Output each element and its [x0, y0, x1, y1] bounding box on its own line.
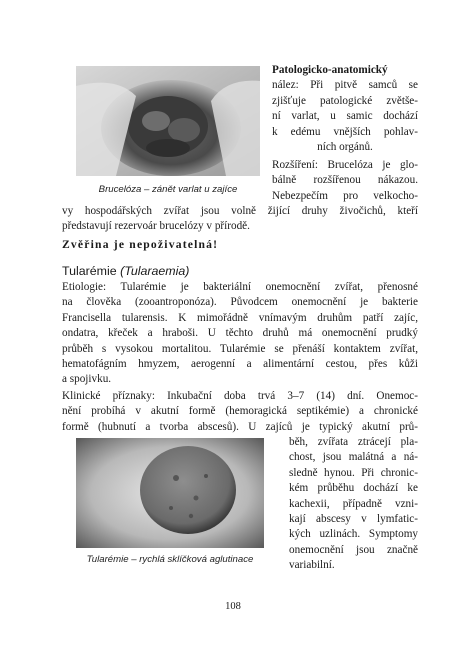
clinical-line-10: kých uzlinách. Symptomy [289, 528, 418, 541]
clinical-line-7: kém průběhu dochází ke [289, 482, 418, 495]
page-number: 108 [225, 601, 241, 612]
tularemia-heading-latin: (Tularaemia) [120, 264, 190, 278]
pathology-paragraph [272, 63, 418, 155]
clinical-line-6: sledně hynou. Při chronic- [289, 466, 418, 479]
clinical-line-5: chost, jsou malátná a ná- [289, 451, 418, 464]
etiology-line-6: hematofágním hmyzem, aerogenní a alimentární cestou, přes kůži [62, 358, 418, 371]
etiology-line-5: průběh s vysokou mortalitou. Tularémie se přenáší kontaktem zvířat, [62, 342, 418, 355]
etiology-line-2: na člověka (zooantroponóza). Původcem onemocnění je bakterie [62, 296, 418, 309]
brucellosis-photo [76, 66, 260, 176]
tularemia-heading-name: Tularémie [62, 264, 117, 278]
etiology-line-7: a spojivku. [62, 373, 112, 386]
agglutination-photo [76, 438, 264, 548]
clinical-line-8: kachexii, případně vzni- [289, 497, 418, 510]
etiology-line-1: Etiologie: Tularémie je bakteriální onemocnění zvířat, přenosné [62, 281, 418, 293]
clinical-line-12: variabilní. [289, 559, 335, 572]
distribution-paragraph-wide [62, 204, 418, 235]
distribution-line-2: bálně rozšířenou nákazou. [272, 174, 418, 187]
distribution-line-4: vy hospodářských zvířat jsou volně žijící druhy živočichů, kteří [62, 205, 418, 217]
etiology-line-3: Francisella tularensis. K mimořádně vnímavým druhům patří zajíc, [62, 311, 418, 324]
brucellosis-photo-image [76, 66, 260, 176]
clinical-paragraph-wide [62, 389, 418, 435]
brucellosis-caption: Brucelóza – zánět varlat u zajíce [98, 184, 238, 195]
etiology-paragraph [62, 280, 418, 388]
agglutination-caption: Tularémie – rychlá sklíčková aglutinace [86, 554, 254, 565]
clinical-line-4: běh, zvířata ztrácejí pla- [289, 436, 418, 448]
distribution-paragraph-narrow [272, 158, 418, 204]
inedible-warning: Zvěřina je nepoživatelná! [62, 238, 219, 251]
pathology-line-1: Patologicko-anatomický [272, 64, 388, 76]
clinical-line-9: kají abscesy v lymfatic- [289, 513, 418, 526]
clinical-line-11: onemocnění jsou značně [289, 543, 418, 556]
tularemia-heading [62, 264, 189, 278]
agglutination-photo-image [76, 438, 264, 548]
pathology-line-3: zjišťuje patologické zvětše- [272, 94, 418, 107]
clinical-line-3: formě (hubnutí a tvorba abscesů). U zajíců je typický akutní prů- [62, 420, 418, 433]
distribution-line-5: představují rezervoár brucelózy v přírodě. [62, 220, 250, 233]
pathology-line-2: nález: Při pitvě samců se [272, 79, 418, 92]
clinical-line-2: nění probíhá v akutní formě (hemoragická septikémie) a chronické [62, 405, 418, 418]
clinical-line-1: Klinické příznaky: Inkubační doba trvá 3–7 (14) dní. Onemoc- [62, 390, 418, 402]
pathology-line-4: ní varlat, u samic dochází [272, 110, 418, 123]
clinical-paragraph-narrow [289, 435, 418, 574]
distribution-line-1: Rozšíření: Brucelóza je glo- [272, 159, 418, 171]
pathology-line-5: k edému vnějších pohlav- [272, 125, 418, 138]
etiology-line-4: ondatra, křeček a hraboši. U těchto druhů má onemocnění prudký [62, 327, 418, 340]
distribution-line-3: Nebezpečím pro velkocho- [272, 189, 418, 202]
pathology-line-6: ních orgánů. [317, 141, 373, 154]
